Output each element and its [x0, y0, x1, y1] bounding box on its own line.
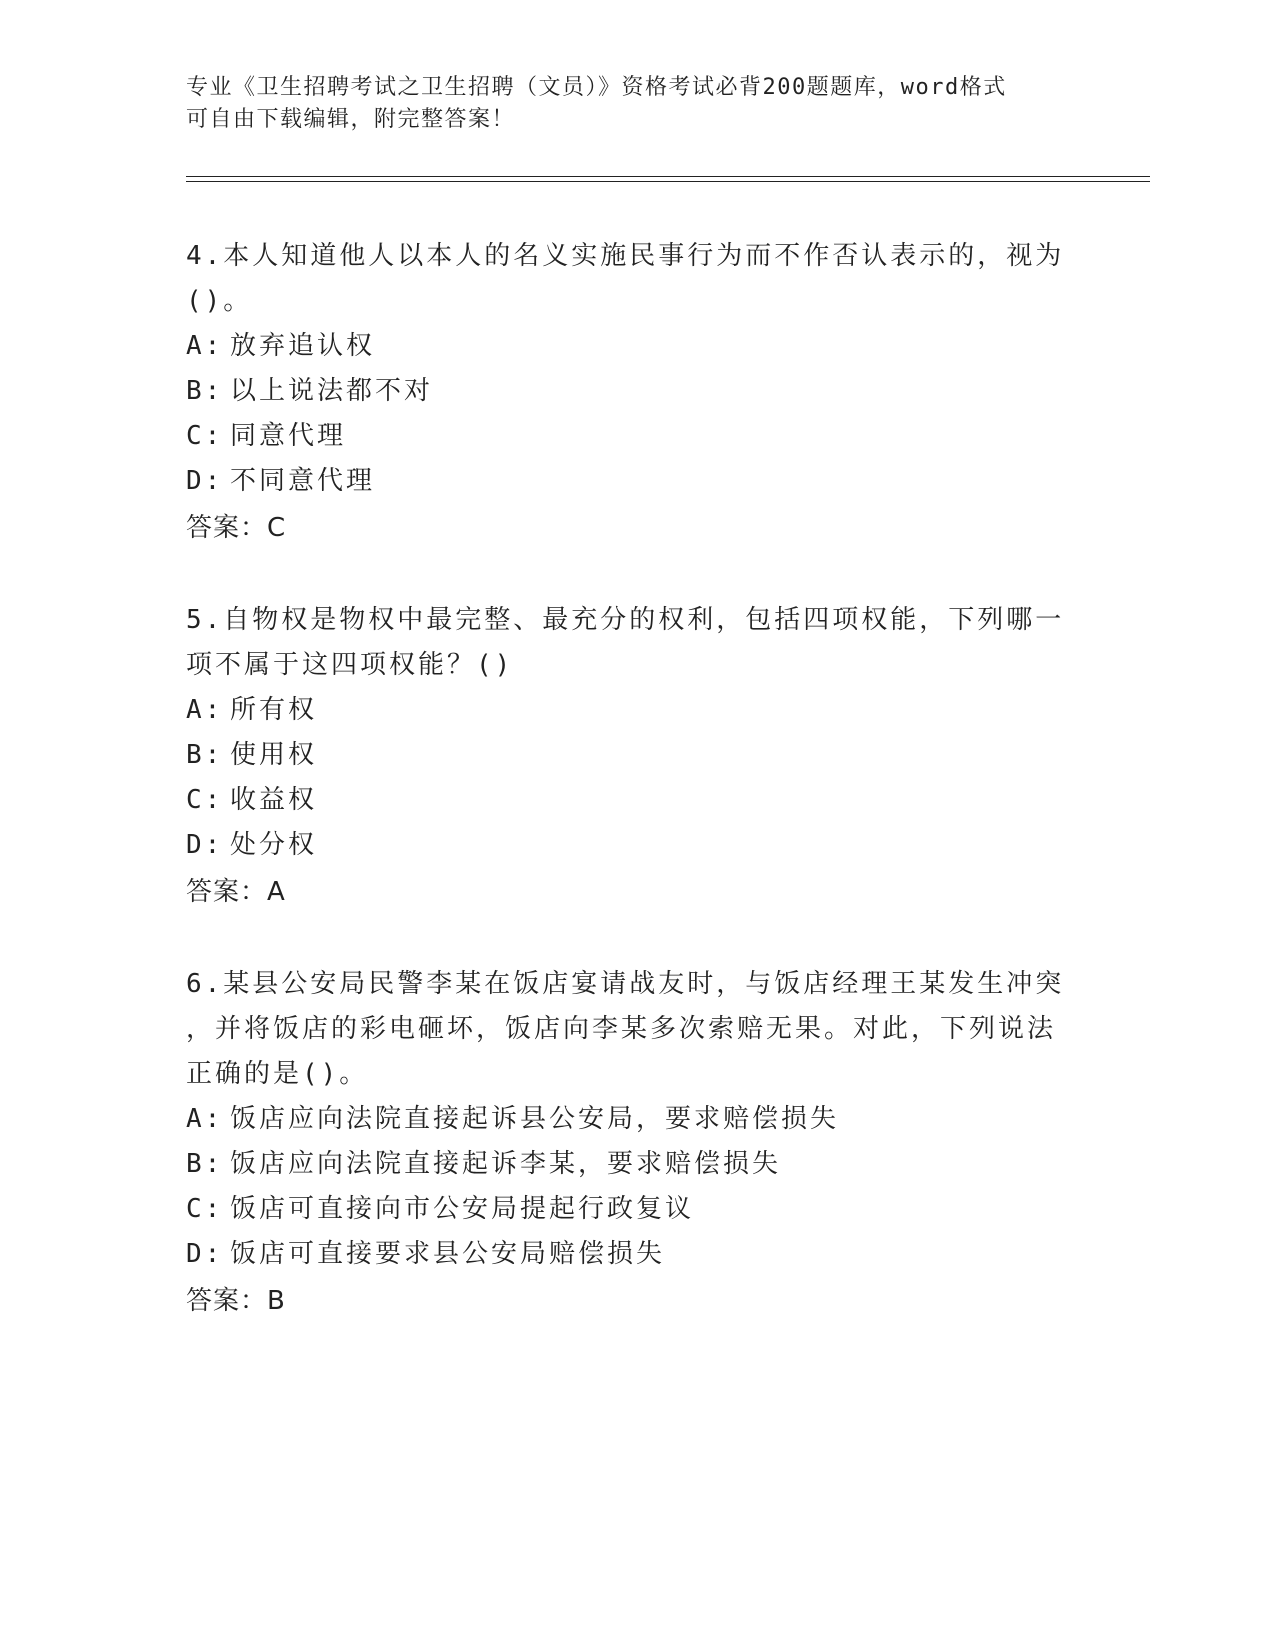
header-line-2: 可自由下载编辑，附完整答案！ — [186, 107, 516, 132]
option-letter: A: — [186, 1104, 224, 1134]
option-a — [186, 688, 1066, 733]
option-letter: B: — [186, 376, 224, 406]
option-b — [186, 1142, 1066, 1187]
option-d — [186, 1232, 1066, 1277]
question-stem-line: 5.自物权是物权中最完整、最充分的权利，包括四项权能，下列哪一 — [186, 605, 1065, 635]
header-divider-bottom — [186, 181, 1150, 182]
option-letter: D: — [186, 830, 224, 860]
option-text: 同意代理 — [230, 421, 347, 451]
question-stem-line: 6.某县公安局民警李某在饭店宴请战友时，与饭店经理王某发生冲突 — [186, 969, 1065, 999]
option-letter: A: — [186, 695, 224, 725]
question-6 — [186, 962, 1066, 1324]
question-stem-line: ，并将饭店的彩电砸坏，饭店向李某多次索赔无果。对此，下列说法 — [186, 1014, 1057, 1044]
option-a — [186, 1097, 1066, 1142]
option-text: 饭店可直接要求县公安局赔偿损失 — [230, 1239, 666, 1269]
option-text: 以上说法都不对 — [230, 376, 434, 406]
question-stem — [186, 234, 1066, 324]
option-b — [186, 733, 1066, 778]
question-4 — [186, 234, 1066, 551]
option-c — [186, 1187, 1066, 1232]
option-d — [186, 459, 1066, 504]
option-text: 不同意代理 — [230, 466, 376, 496]
question-stem — [186, 962, 1066, 1097]
answer-line: 答案：C — [186, 513, 287, 543]
header-divider-top — [186, 176, 1150, 177]
option-text: 收益权 — [230, 785, 318, 815]
option-b — [186, 369, 1066, 414]
option-a — [186, 324, 1066, 369]
option-letter: D: — [186, 1239, 224, 1269]
option-text: 饭店应向法院直接起诉县公安局，要求赔偿损失 — [230, 1104, 840, 1134]
option-c — [186, 414, 1066, 459]
header-line-1: 专业《卫生招聘考试之卫生招聘（文员）》资格考试必背200题题库，word格式 — [186, 75, 1007, 100]
option-text: 处分权 — [230, 830, 318, 860]
option-letter: D: — [186, 466, 224, 496]
question-stem-line: ()。 — [186, 286, 253, 316]
option-letter: B: — [186, 740, 224, 770]
option-text: 饭店应向法院直接起诉李某，要求赔偿损失 — [230, 1149, 782, 1179]
question-stem-line: 正确的是()。 — [186, 1059, 369, 1089]
question-stem — [186, 598, 1066, 688]
option-letter: C: — [186, 785, 224, 815]
option-d — [186, 823, 1066, 868]
option-letter: C: — [186, 1194, 224, 1224]
option-c — [186, 778, 1066, 823]
option-letter: C: — [186, 421, 224, 451]
question-5 — [186, 598, 1066, 915]
option-letter: B: — [186, 1149, 224, 1179]
question-stem-line: 4.本人知道他人以本人的名义实施民事行为而不作否认表示的，视为 — [186, 241, 1065, 271]
option-text: 饭店可直接向市公安局提起行政复议 — [230, 1194, 695, 1224]
option-text: 所有权 — [230, 695, 318, 725]
option-text: 使用权 — [230, 740, 318, 770]
question-stem-line: 项不属于这四项权能？() — [186, 650, 514, 680]
answer-line: 答案：B — [186, 1286, 286, 1316]
document-header — [186, 72, 1066, 136]
option-letter: A: — [186, 331, 224, 361]
option-text: 放弃追认权 — [230, 331, 376, 361]
answer-line: 答案：A — [186, 877, 286, 907]
